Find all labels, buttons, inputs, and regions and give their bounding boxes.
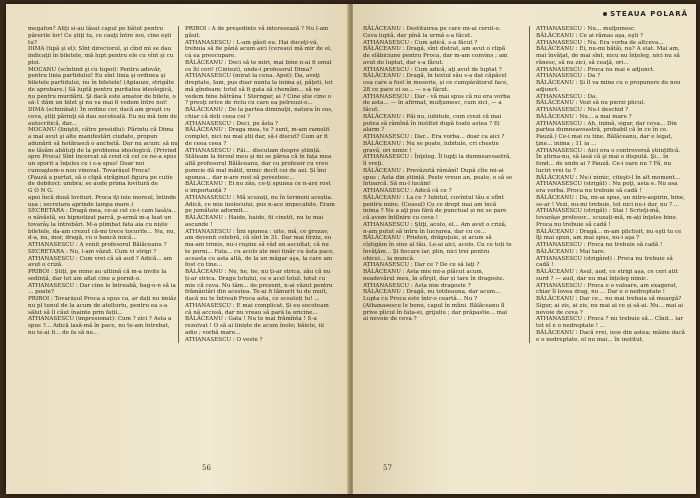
right-page-column-2: ATHANASESCU : Nu... mulţumesc. BĂLĂCEANU : Ce ai rămas aşa, eşti ? ATHANASESCU : Nu. Era vorba de altceva... BĂLĂCEANU : Ei, nu-mi bătăi, nu? A stat. Mai am, mai învăţat, de mai sînt, nicu nu înţeleg, nici nu să rănesc, să nu zici, să ceaţă, ori... ATHANASESCU : Proca nu mai e adjunct. ATHANASESCU : Da ? BĂLĂCEANU : Și îl va mine cu o propunere de nou adjunct. ATHANASESCU : Da. BĂLĂCEANU : Vezi să nu pierzi plicul. ATHANASESCU : Nu-l deschid ? BĂLĂCEANU : Nu... a mai mare ? ATHANASESCU : Ah, inimă, sigur, dar ceva... Din partea dumneavoastră, probabil că în ce în ce. Pauză.) Ce-i mai cu tine. Bălăceanu, dar e legat, ţine... inima ; 11 ia ... ATHANASESCU : Aici era o controversă științifică. În ştirna-nu, să lasă că şi mai o dispută. Şi... în fond... de unde ai ? Pauză. Ce-i oare nu ? Fă, nu luciri vrei tu ? BĂLĂCEANU : Nu-i nimic, citeşti-l în alt moment... ATHANASESCU (strigăt) : Nu poţi, asta e. Nu asa era vorba. Proca nu trebuie să cadă ! BĂLĂCEANU : Da, mi-ai spus, un nitro-aspirin, bine, se-ar ! Vezi, nu-mi trebuie, tot nici nu-i dar, nu ? ... ATHANASESCU (strigăt) : Stai ! Scrieţi-mă, tovarăşe profesor... scuzați-mă, m-ați înţeles bine. Proca nu trebuie să cadă ! BĂLĂCEANU : Dragă... m-am plictisit, nu eşti tu ce îţi mai spun, am mai spus, nu-i aşa ? ATHANASESCU : Proca nu trebuie să cadă ! BĂLĂCEANU : Mai tare. ATHANASESCU (strigând) : Proca nu trebuie să cadă ! BĂLĂCEANU : Asul, aud, ce strigi așa, ce ceri atit surd ? — aud, dar nu mai înțeleg nimic. ATHANASESCU : Proca e o valoare, am exagerat, chiar îl lovea drag, nu ... Dar e o nedreptate ! BĂLĂCEANU : Dar ce... nu mai trebuia să meargă? Sigur, ai zis, ai zis, nu mai ai ce și să-ai. Nu... mai ai nevoie de ceva ? ATHANASESCU : Proca ? nu trebuie să... Cînd... iar tot el e o nedreptate ! ... BĂLĂCEANU : Dacă vrei, iese din astea; mâine dacă e o nedreptate, el nu mai... în institut. — [529, 26, 686, 343]
right-page-column-1: BĂLĂCEANU : Destituirea pe care mi-ai cerut-o. Ceva luptă, dar pînă la urmă s-a făcut. ATHANASESCU : Cum adică, s-a făcut ? BĂLĂCEANU : Dragă, sînt distrat, am avut o clipă de slăbiciune pentru Proca, dar m-am convins ; am avut de luptat, dar s-a făcut. ATHANASESCU : Cum adică, aţi avut de luptat ? BĂLĂCEANU : Dragă, în textul său s-a dat căpăcel cea care a fost în meserie, și ce cumpărătorul face, 28 ce pace ei se... — s-a făcut. ATHANASESCU : Dar - vă mai spus că nu era vorba de asta... — în afirmat, mulţumesc, cum zici, — a făcut. BĂLĂCEANU : Păi nu, iubitule, cum crezi că mai putea să rămînă în institut după toate astea ? Ei alarm ? ATHANASESCU : Dar... Era vorba... doar ca aici ? BĂLĂCEANU : Nu se poate, iubitule, cri chestie gravă, ori nimic ! ATHANASESCU : Înţeleg. Îl lupţi la dumneavoastră, îl vreţi. BĂLĂCEANU : Prevăzută râmănî! După cîte mi-ai spus ; Asta din știință. Peste vreun an, poate, o să se întoarcă. Să nu-l lucăm! ATHANASESCU : Adică că ce ? BĂLĂCEANU : La ce ? Iubitul, cuvîntul tău e sfînt pentru mine. (Ceasul) Cu ce drept mai am încă inima ? Nu a aţi pus fără de punctual și mi se pare că avem întîlnire cu ceva ! ATHANASESCU : Știţi, acolo, el... Am avut o criză, n-am putut să intru în lucrarea, dar cu ce... BĂLĂCEANU : Prieten, drăguţule, și acum să cîștigăm în sine al tău. Le-ai aici, acolo. Cu ce toți te învăţăm... Și fiecare iar, plin, nici trei pentru obicei... la muncă. ATHANASESCU : Dar ce ? De ce să laţi ? BĂLĂCEANU : Asta mie mi-a plăcut acum, neadevărul meu, în sfîrşit, dar și tare în dragoste. ATHANASESCU : Asta mie dragoste ? BĂLĂCEANU : Dragă, nu totdeauna, dar acum... Lupta cu Proca este într-o ceartă... Nu ? (Athanasescu le bonu, capul în mîini. Bălăceanu îl prive plicul în fața-ei, grijuliu ; dar prăpastie... mai ai nevoie de ceva ? — [363, 26, 513, 323]
left-page-number: 56 — [202, 464, 211, 472]
left-page — [6, 4, 349, 494]
left-page-column-1: megafon? Aliţi si-au lăsat capul pe bătut pentru părerile lor! Ce ştiţi tu, ce cauţi între noi, cine eşti tu? DIMA (tipă şi el): Sînt directorul, şi cînd mi se dau indicaţii în biletele, mă lupt pentru ele cu vînt şi cu ploi. MOCANU (scîntind şi cu tupoi): Pentru adevăr, pentru linia partidului! Eu sînt linia şi ordinea şi biletele partidului, nu în biletele! (Aplauze, strigăte de aprobare.) Să luptă pentru puritatea ideologică, nu pentru murdării. Şi dacă este amator de bilete, o să-1 dăm un bilet şi nu va mai fi vedem între noi! DIMA (schimbat): În ordine cer, dacă am greşit cu ceva, ştiţi părinţi să dau socoteală. Eu nu mă tem de autocritică, dar... MOCANU (liniştit, către presidiu): Părintu că Dima a mai avut şi alte manifestări ciudate, propun adunării să hotărască o anchetă. Dar nu acum: să nu ne lăsăm abătuţi de la problema ideologică. (Privind spre Proca) Sînt încercat să cred că cel ce ne-a spus un sporit a înţeles ce i s-a spus! Doar noi cunoaştem-o nou vinovat. Tovarăşul Proca! (Pauză a purtat, să o clipă străginut figura pe cutie de dobitoci: umbra; se aude prima lovitură de G O N G. apoi încă două lovituri. Proca iţi ieie mereul, întinde ușa ; secretara aprinde lampa mare.) SECRETARA : Dragă mea, ce-ai cel ce-i cam lasă/a... o năvăstă, eu hipnotizat parcă, p-armă m-a luat un tovarăş la întrebări. M-a plimbat fata aia cu niște biletele, da-am crezut că-mi trece tocurile... Nu, nu, d-a, nu, mor, dragă, cu o bancă mică... ATHANASESCU : A venit profesorul Bălăceanu ? SECRETARA : Nu, l-am văzut. Cum vi strigi ? ATHANASESCU : Cum vrei că să aud ? Adică... am avut o criză. PRIBOI : Știți, pe mine au ultimă că m-a invite la sedință, dar tot am aflat cine a pornit-o. ATHANASESCU : Dar cine le întreabă, bag-o-n să ia ... poate? PRIBOI : Tovarășul Proca a spus ca, ar dați nu imiăz nu pl tunul de la acum de ateltoriu, pentru ea s-a sălut să îl căut înainte prin fatii... ATHANASESCU (impresionat): Cum ? zici ? Asta a spus ?... Adică lasă-mă în pace, nu te-am întrebat, nu te-ai fi... de fa să ne... — [28, 26, 178, 336]
right-page-number: 57 — [383, 464, 392, 472]
bullet-icon — [603, 12, 607, 16]
journal-title: STEAUA POLARĂ — [610, 10, 688, 18]
book-spread — [6, 4, 696, 494]
running-header — [603, 10, 688, 18]
left-page-column-2: PRIBOI : A de preşedinte vă interesează ? Nu l-am găsit. ATHANASESCU : L-am găsit eu. Hai duceţi-vă, trebuia să fie până acum aici (cereau) mă mir de el, cá ea preocupare. BĂLĂCEANU : Deci să te miri, mai bine n-ai fi omul ce îti ceri! (Cintezi), unde-i profesorul Dima? ATHANASESCU (mirat la cena. Apoi): Da, aveţi dreptate, Iam, pus doar nunta la inima și, păţeti, tot mă gîndeam; totul să fi gata să chemăm... să ne vedem bine bătrâna ! Sterngar, ai ? Cine știe cine o ? preoţi orice de riciu cu care ea pelreuzi-o... BĂLĂCEANU : De la partea diminuţii, natura în sus, chiar că doți ceea cei ? ATHANASESCU : Deci, pe ăsta ? BĂLĂCEANU : Draga mea, tu ? sunt, m-am ramolit complet, nici nu mai știi dar, să-i discut? Cum ar fi de ceea ceea ? ATHANASESCU : Păi... discutam despre știință. Stăteam la biroul meu și mi se părea că în fața mea află profesorul Bălăceanu, dar cu profesor cu vreo pomcie dă mal mătil, nimic decît cei de azi. Și îmi spunea... dar n-are rost să povestesc... BĂLĂCEANU : Ei nu zău, ce-ți spunea ce n-are rost o importanță ? ATHANASESCU : Mă scuzați, nu în termeni aceștia. Adică, ce mie inolocului, pus n-ace impecabile. Eram pe jumătate adormit... BĂLĂCEANU : Haide, haide, fii cinstit, nu te mai ascunde ! ATHANASESCU : Îmi spunea : uite, mă, ce grozav, am devenit celebră, că sînt în 31. Dar mai tîrziu, eu ma-am trimis, nu-i ruşine să văd un ascultat, că nu te porni... Fata... cu acolo ale mei tinăr cu ăsta pace, aceasta cu asta altă, de la un măgar aşa, la care am fost cu tine... BĂLĂCEANU : Ne, he, he, nu ți-ar strica, zău că nu ți-ar strica. Dragu totului, ce e acel totul. totul cu mie că ceva. Nu tâm... de prezent, n-ai văzut pentru frământări din acestea. Te-ai fi lămurit tu de mult, dacă nu te întreab Proca asta, ce scoateți tu! ... ATHANASESCU : E mai complicat. Și eu socoteam că nă accusă, dar nu vreau să pară la oricine... BĂLĂCEANU : Gata ! Nu te mai frămînta ! S-a rezolvat ! O să ai liniște de acum înolo; băiete, iii adio ; vorbă mare... ATHANASESCU : O veste ? — [178, 26, 335, 343]
right-page — [353, 4, 696, 494]
